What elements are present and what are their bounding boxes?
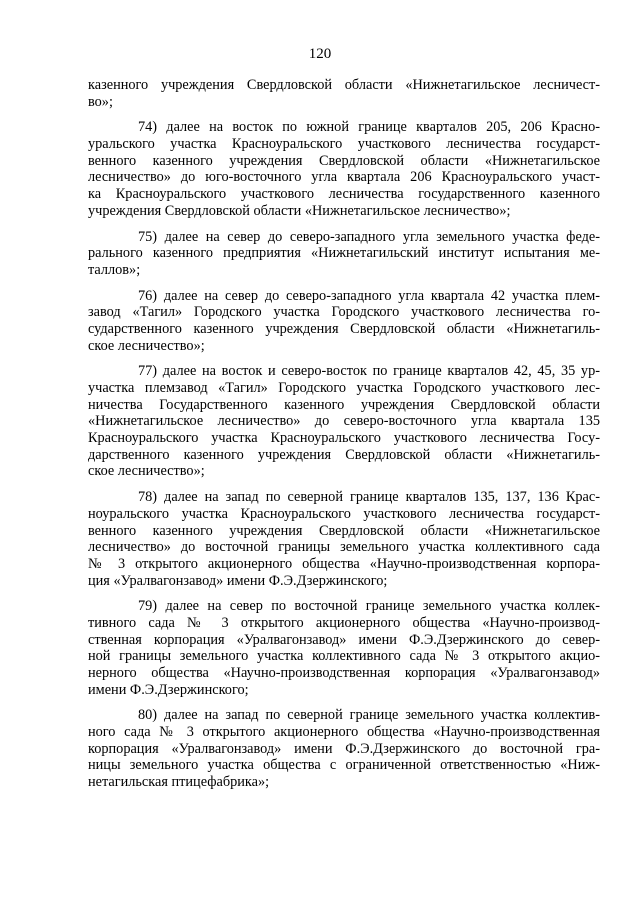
text-line: ция «Уралвагонзавод» имени Ф.Э.Дзержинского;: [88, 572, 388, 589]
text-line: во»;: [88, 93, 113, 110]
paragraph-item-76: [88, 288, 600, 355]
text-line: лесничество» до юго-восточного угла квартала 206 Красноуральского участ-: [88, 169, 600, 186]
paragraph-item-74: [88, 119, 600, 219]
text-line: 77) далее на восток и северо-восток по границе кварталов 42, 45, 35 ур-: [138, 363, 600, 380]
text-line: ственная корпорация «Уралвагонзавод» имени Ф.Э.Дзержинского до север-: [88, 631, 600, 648]
text-line: ское лесничество»;: [88, 337, 205, 354]
text-line: нерного общества «Научно-производственная корпорация «Уралвагонзавод»: [88, 665, 600, 681]
text-line: корпорация «Уралвагонзавод» имени Ф.Э.Дзержинского до восточной гра-: [88, 740, 600, 757]
text-line: 76) далее на север до северо-западного угла квартала 42 участка плем-: [138, 287, 600, 304]
text-line: 78) далее на запад по северной границе кварталов 135, 137, 136 Крас-: [138, 489, 600, 506]
text-line: 74) далее на восток по южной границе кварталов 205, 206 Красно-: [138, 119, 600, 136]
text-line: ной границы земельного участка коллективного сада № 3 открытого акцио-: [88, 648, 600, 665]
text-line: 79) далее на север по восточной границе земельного участка коллек-: [138, 598, 600, 615]
text-line: ницы земельного участка общества с ограниченной ответственностью «Ниж-: [88, 757, 600, 774]
text-line: ного сада № 3 открытого акционерного общества «Научно-производственная: [88, 724, 600, 741]
text-line: имени Ф.Э.Дзержинского;: [88, 681, 249, 698]
text-line: «Нижнетагильское лесничество» до северо-восточного угла квартала 135: [88, 413, 600, 430]
paragraph-item-80: [88, 707, 600, 790]
text-line: венного казенного учреждения Свердловской области «Нижнетагильское: [88, 522, 600, 539]
paragraph-item-78: [88, 489, 600, 589]
text-line: ничества Государственного казенного учреждения Свердловской области: [88, 396, 600, 413]
page-number: 120: [308, 46, 332, 62]
paragraph-item-75: [88, 229, 600, 279]
paragraph-continuation: [88, 77, 600, 110]
text-line: казенного учреждения Свердловской области «Нижнетагильское лесничест-: [88, 77, 600, 93]
paragraph-item-79: [88, 598, 600, 698]
paragraph-item-77: [88, 363, 600, 480]
text-line: нетагильская птицефабрика»;: [88, 774, 270, 791]
text-line: тивного сада № 3 открытого акционерного общества «Научно-производ-: [88, 614, 600, 631]
text-line: 75) далее на север до северо-западного угла земельного участка феде-: [138, 228, 600, 245]
text-line: учреждения Свердловской области «Нижнетагильское лесничество»;: [88, 202, 511, 219]
document-body: [88, 77, 600, 800]
text-line: дарственного казенного учреждения Свердловской области «Нижнетагиль-: [88, 446, 600, 463]
text-line: лесничество» до восточной границы земельного участка коллективного сада: [88, 539, 600, 556]
text-line: 80) далее на запад по северной границе земельного участка коллектив-: [138, 707, 600, 724]
text-line: № 3 открытого акционерного общества «Научно-производственная корпора-: [88, 555, 600, 572]
text-line: таллов»;: [88, 261, 141, 278]
text-line: венного казенного учреждения Свердловской области «Нижнетагильское: [88, 152, 600, 169]
text-line: завод «Тагил» Городского участка Городского участкового лесничества го-: [88, 304, 600, 321]
text-line: ноуральского участка Красноуральского участкового лесничества государст-: [88, 505, 600, 522]
text-line: ка Красноуральского участкового лесничества государственного казенного: [88, 186, 600, 203]
text-line: уральского участка Красноуральского участкового лесничества государст-: [88, 136, 600, 153]
text-line: ское лесничество»;: [88, 463, 205, 480]
text-line: сударственного казенного учреждения Свердловской области «Нижнетагиль-: [88, 320, 600, 337]
text-line: участка племзавод «Тагил» Городского участка Городского участкового лес-: [88, 380, 600, 396]
text-line: рального казенного предприятия «Нижнетагильский институт испытания ме-: [88, 245, 600, 262]
text-line: Красноуральского участка Красноуральского участкового лесничества Госу-: [88, 430, 600, 447]
